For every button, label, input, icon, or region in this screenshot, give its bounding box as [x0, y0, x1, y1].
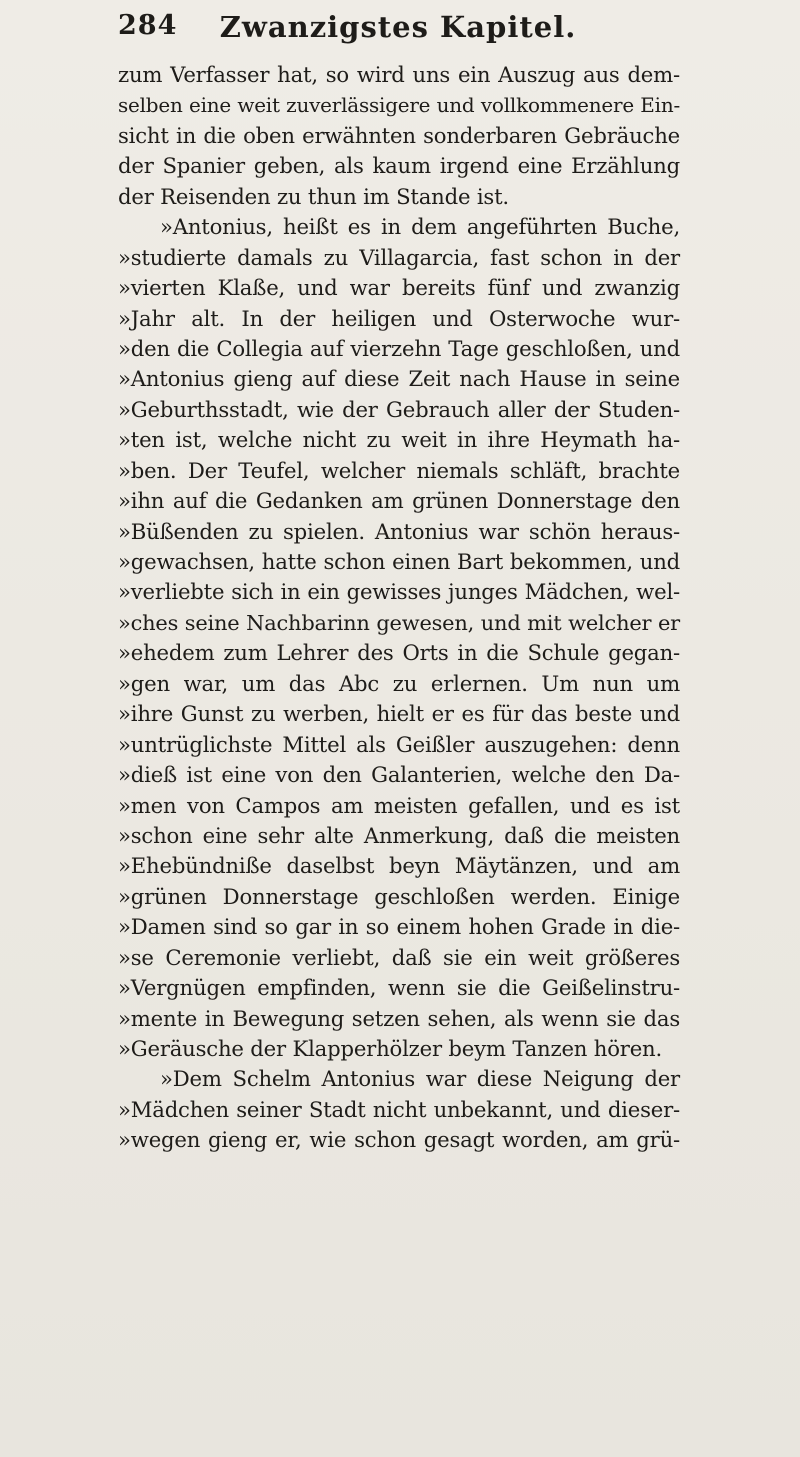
text-line: »Büßenden zu spielen. Antonius war schön heraus- — [118, 518, 680, 544]
text-line: »ihn auf die Gedanken am grünen Donnerstage den — [118, 488, 680, 514]
body-text — [118, 60, 680, 1156]
text-line: »ches seine Nachbarinn gewesen, und mit welcher er — [118, 610, 680, 635]
text-line: selben eine weit zuverlässigere und vollkommenere Ein- — [118, 93, 680, 118]
text-line: »men von Campos am meisten gefallen, und es ist — [118, 792, 680, 818]
text-line: »Mädchen seiner Stadt nicht unbekannt, und dieser- — [118, 1096, 680, 1122]
text-line: »Jahr alt. In der heiligen und Osterwoche wur- — [118, 305, 680, 331]
text-line: »Geräusche der Klapperhölzer beym Tanzen hören. — [118, 1036, 663, 1061]
text-line: »Dem Schelm Antonius war diese Neigung der — [160, 1066, 680, 1092]
text-line: »wegen gieng er, wie schon gesagt worden, am grü- — [118, 1127, 680, 1153]
text-line: sicht in die oben erwähnten sonderbaren Gebräuche — [118, 122, 680, 148]
text-line: »gen war, um das Abc zu erlernen. Um nun um — [118, 670, 680, 696]
text-line: »Antonius, heißt es in dem angeführten Buche, — [160, 214, 680, 240]
text-line: »dieß ist eine von den Galanterien, welche den Da- — [118, 762, 680, 788]
text-line: »den die Collegia auf vierzehn Tage geschloßen, und — [118, 335, 680, 361]
text-line: »verliebte sich in ein gewisses junges Mädchen, wel- — [118, 579, 680, 605]
text-line: »se Ceremonie verliebt, daß sie ein weit größeres — [118, 944, 680, 970]
text-line: »vierten Klaße, und war bereits fünf und zwanzig — [118, 275, 680, 301]
text-line: »Geburthsstadt, wie der Gebrauch aller der Studen- — [118, 396, 680, 422]
text-line: »ben. Der Teufel, welcher niemals schläft, brachte — [118, 457, 680, 483]
page-number: 284 — [118, 10, 178, 41]
text-line: »ten ist, welche nicht zu weit in ihre Heymath ha- — [118, 427, 680, 453]
text-line: »untrüglichste Mittel als Geißler auszugehen: denn — [118, 731, 680, 757]
text-line: »Ehebündniße daselbst beyn Mäytänzen, und am — [118, 853, 680, 879]
chapter-title: Zwanzigstes Kapitel. — [219, 10, 577, 44]
text-line: »Vergnügen empfinden, wenn sie die Geißelinstru- — [118, 975, 680, 1001]
text-line: »ihre Gunst zu werben, hielt er es für das beste und — [118, 701, 680, 727]
text-line: »studierte damals zu Villagarcia, fast schon in der — [118, 244, 680, 270]
text-line: »Antonius gieng auf diese Zeit nach Hause in seine — [118, 366, 680, 392]
text-line: »Damen sind so gar in so einem hohen Grade in die- — [118, 914, 680, 940]
page-header — [118, 10, 678, 56]
text-line: der Spanier geben, als kaum irgend eine Erzählung — [118, 153, 680, 179]
text-line: »grünen Donnerstage geschloßen werden. Einige — [118, 883, 680, 909]
text-line: zum Verfasser hat, so wird uns ein Auszug aus dem- — [118, 62, 680, 87]
text-line: der Reisenden zu thun im Stande ist. — [118, 183, 509, 209]
text-line: »schon eine sehr alte Anmerkung, daß die meisten — [118, 822, 680, 848]
text-line: »mente in Bewegung setzen sehen, als wenn sie das — [118, 1005, 680, 1031]
text-line: »ehedem zum Lehrer des Orts in die Schule gegan- — [118, 640, 680, 666]
text-line: »gewachsen, hatte schon einen Bart bekommen, und — [118, 549, 680, 574]
